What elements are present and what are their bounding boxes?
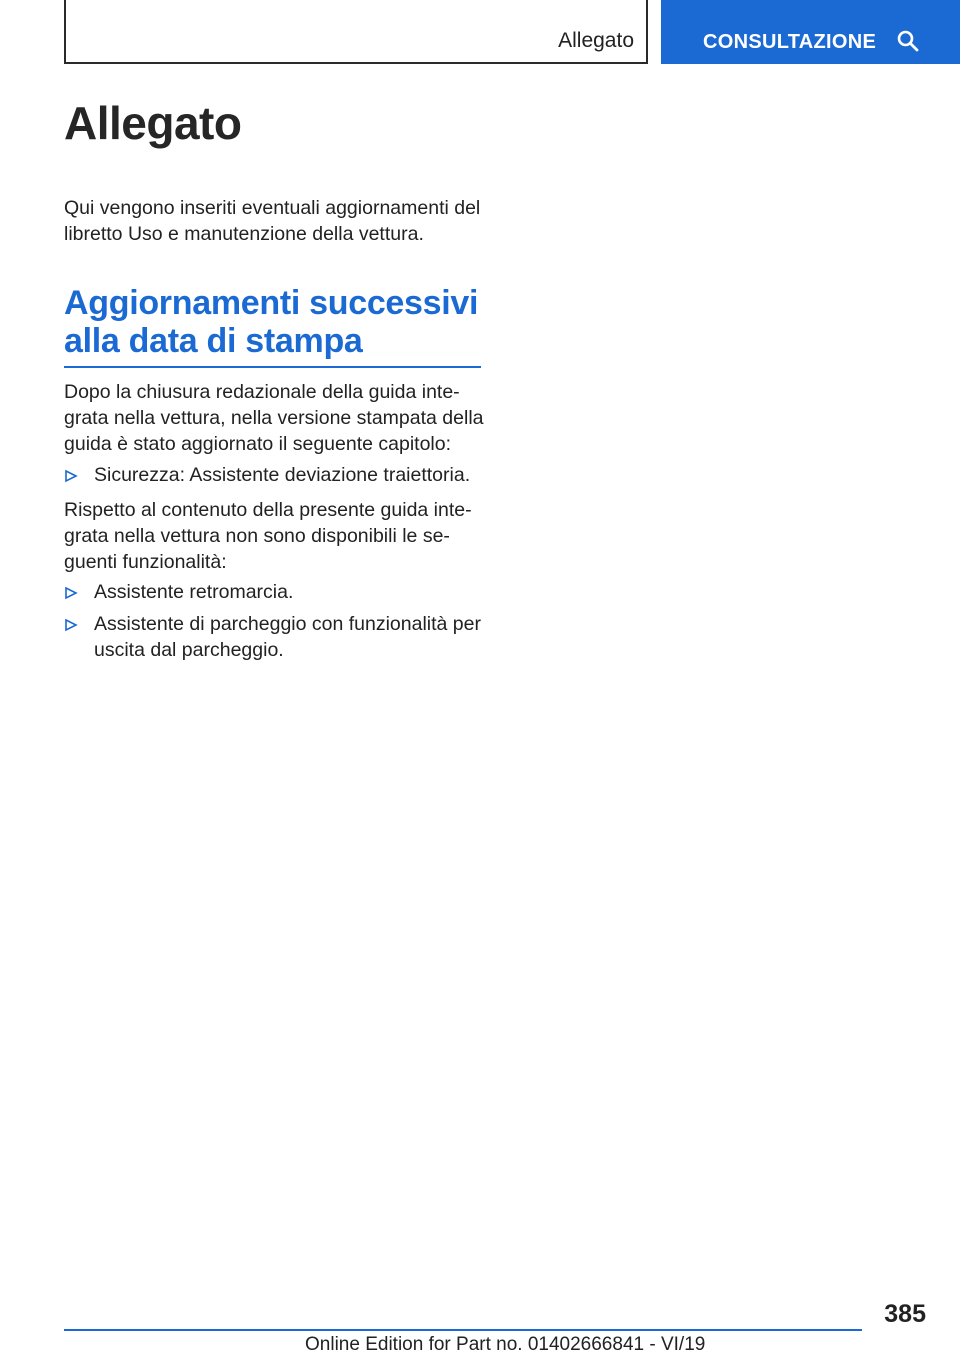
paragraph-updated-chapters: Dopo la chiusura redazionale della guida inte-grata nella vettura, nella versione stampata della guida è stato aggiornato il seguente capitolo: <box>64 381 484 455</box>
footer-divider <box>64 1329 862 1331</box>
triangle-bullet-icon <box>64 618 78 632</box>
section-heading: Aggiornamenti successivi alla data di stampa <box>64 284 481 368</box>
triangle-bullet-icon <box>64 469 78 483</box>
list-item-text: Assistente retromarcia. <box>94 581 294 603</box>
list-item-text: Assistente di parcheggio con funzionalità per uscita dal parcheggio. <box>94 613 481 661</box>
page-number: 385 <box>884 1300 926 1328</box>
triangle-bullet-icon <box>64 586 78 600</box>
list-item-text: Sicurezza: Assistente deviazione traiettoria. <box>94 464 471 486</box>
search-icon[interactable] <box>896 29 920 53</box>
consultazione-tab[interactable] <box>661 0 960 64</box>
intro-paragraph: Qui vengono inseriti eventuali aggiornamenti del libretto Uso e manutenzione della vettura. <box>64 197 481 245</box>
footer-edition-text: Online Edition for Part no. 01402666841 - VI/19 <box>305 1334 706 1355</box>
tab-label: CONSULTAZIONE <box>703 31 877 53</box>
header-chapter-box <box>64 0 648 64</box>
header-chapter-title: Allegato <box>558 29 634 52</box>
paragraph-unavailable-features: Rispetto al contenuto della presente guida inte-grata nella vettura non sono disponibili le se-guenti funzionalità: <box>64 499 472 573</box>
page-title: Allegato <box>64 97 242 149</box>
